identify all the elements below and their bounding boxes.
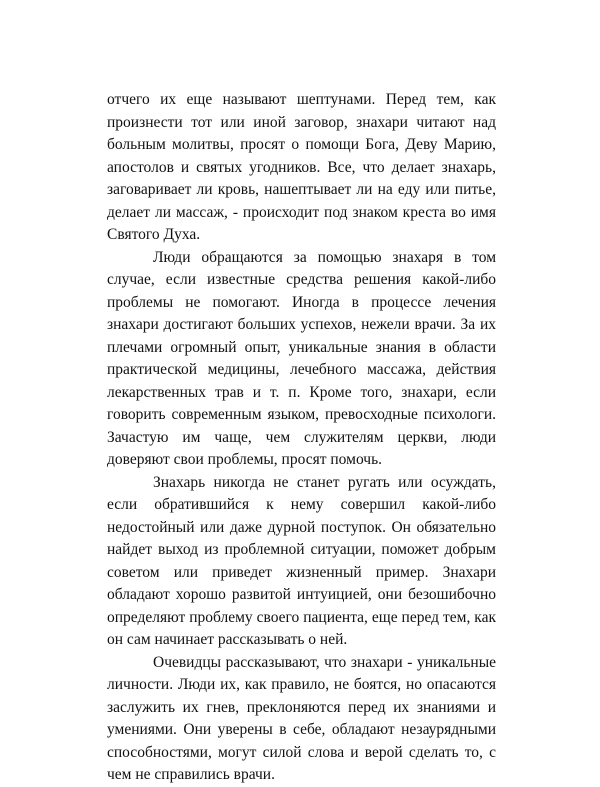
paragraph-1: [107, 89, 496, 247]
text-line: знахари достигают больших успехов, нежели врачи. За их: [107, 316, 496, 333]
text-line: апостолов и святых угодников. Все, что делает знахарь,: [107, 158, 496, 176]
text-line: практической медицины, лечебного массажа, действия: [107, 361, 496, 378]
text-line: Святого Духа.: [107, 226, 201, 243]
text-line: заслужить их гнев, преклоняются перед их знаниями и: [107, 698, 496, 716]
text-line: доверяют свои проблемы, просят помочь.: [107, 451, 383, 468]
paragraph-2: [107, 247, 496, 472]
text-line: делает ли массаж, - происходит под знаком креста во имя: [107, 203, 496, 221]
paragraph-4: [107, 652, 496, 787]
paragraph-3: [107, 472, 496, 652]
text-line: плечами огромный опыт, уникальные знания в области: [107, 338, 496, 356]
text-line: больным молитвы, просят о помощи Бога, Деву Марию,: [107, 136, 496, 153]
text-line: Люди обращаются за помощью знахаря в том: [153, 248, 496, 266]
text-line: лекарственных трав и т. п. Кроме того, знахари, если: [107, 383, 496, 401]
text-line: чем не справились врачи.: [107, 766, 275, 783]
text-line: способностями, могут силой слова и верой сделать то, с: [107, 743, 496, 761]
text-line: советом или приведет жизненный пример. Знахари: [107, 563, 496, 581]
text-line: он сам начинает рассказывать о ней.: [107, 631, 348, 648]
text-line: обладают хорошо развитой интуицией, они безошибочно: [107, 586, 496, 603]
text-line: умениями. Они уверены в себе, обладают незаурядными: [107, 721, 496, 738]
text-line: проблемы не помогают. Иногда в процессе лечения: [107, 293, 496, 311]
text-line: Знахарь никогда не станет ругать или осуждать,: [153, 473, 496, 491]
text-line: определяют проблему своего пациента, еще перед тем, как: [107, 608, 496, 626]
body-text: [107, 89, 496, 787]
text-line: недостойный или даже дурной поступок. Он обязательно: [107, 518, 496, 536]
text-line: заговаривает ли кровь, нашептывает ли на еду или питье,: [107, 181, 496, 198]
text-line: Очевидцы рассказывают, что знахари - уникальные: [153, 653, 496, 671]
text-line: если обратившийся к нему совершил какой-либо: [107, 496, 496, 513]
text-line: личности. Люди их, как правило, не боятся, но опасаются: [107, 676, 496, 693]
text-line: найдет выход из проблемной ситуации, поможет добрым: [107, 541, 496, 558]
text-line: Зачастую им чаще, чем служителям церкви, люди: [107, 428, 496, 446]
text-line: произнести тот или иной заговор, знахари читают над: [107, 113, 496, 131]
text-line: отчего их еще называют шептунами. Перед тем, как: [107, 91, 496, 108]
text-line: говорить современным языком, превосходные психологи.: [107, 406, 496, 423]
text-line: случае, если известные средства решения какой-либо: [107, 271, 496, 288]
